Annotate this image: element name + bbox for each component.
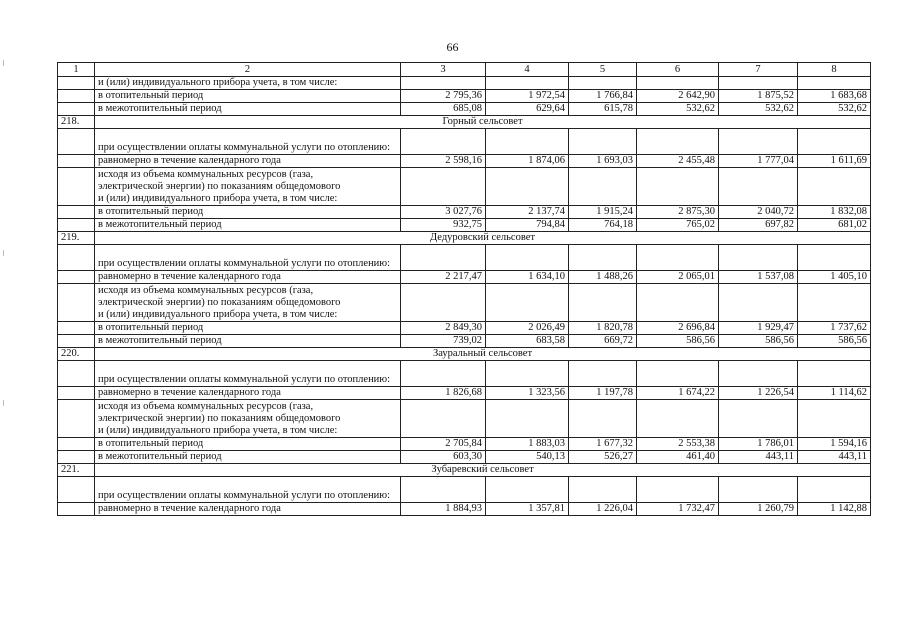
value-cell (637, 129, 719, 155)
value-cell (569, 77, 637, 90)
value-cell (719, 361, 798, 387)
value-cell (401, 245, 486, 271)
value-cell (719, 129, 798, 155)
payment-method-row (58, 245, 871, 271)
value-cell: 1 832,08 (798, 206, 871, 219)
evenly-year-row (58, 387, 871, 400)
evenly-year-row (58, 155, 871, 168)
value-cell: 739,02 (401, 335, 486, 348)
row-label: в отопительный период (95, 206, 401, 219)
value-cell: 526,27 (569, 451, 637, 464)
value-cell: 2 217,47 (401, 271, 486, 284)
continuation-row (58, 77, 871, 90)
value-cell: 1 875,52 (719, 90, 798, 103)
value-cell (798, 77, 871, 90)
row-label-line: исходя из объема коммунальных ресурсов (газа, (98, 401, 314, 412)
value-cell: 1 915,24 (569, 206, 637, 219)
evenly-year-row (58, 503, 871, 516)
value-cell: 2 026,49 (486, 322, 569, 335)
row-label: в межотопительный период (95, 219, 401, 232)
value-cell: 1 357,81 (486, 503, 569, 516)
value-cell: 443,11 (798, 451, 871, 464)
value-cell (637, 168, 719, 206)
non-heating-period-row (58, 451, 871, 464)
value-cell: 586,56 (637, 335, 719, 348)
value-cell: 1 874,06 (486, 155, 569, 168)
value-cell: 603,30 (401, 451, 486, 464)
value-cell: 2 455,48 (637, 155, 719, 168)
value-cell: 1 594,16 (798, 438, 871, 451)
row-label-line: электрической энергии) по показаниям общедомового (98, 181, 341, 192)
value-cell: 2 696,84 (637, 322, 719, 335)
row-label: при осуществлении оплаты коммунальной услуги по отоплению: (95, 129, 401, 155)
value-cell: 2 040,72 (719, 206, 798, 219)
value-cell: 2 065,01 (637, 271, 719, 284)
payment-method-row (58, 477, 871, 503)
value-cell: 1 884,93 (401, 503, 486, 516)
value-cell (637, 284, 719, 322)
value-cell (401, 129, 486, 155)
row-label: равномерно в течение календарного года (95, 387, 401, 400)
section-name: Дедуровский сельсовет (95, 232, 871, 245)
value-cell: 461,40 (637, 451, 719, 464)
value-cell (569, 477, 637, 503)
value-cell: 532,62 (637, 103, 719, 116)
row-number-cell (58, 477, 95, 503)
heating-period-row (58, 438, 871, 451)
section-number: 219. (58, 232, 95, 245)
value-cell (486, 477, 569, 503)
column-header: 7 (719, 63, 798, 77)
value-cell: 1 537,08 (719, 271, 798, 284)
column-header: 8 (798, 63, 871, 77)
row-label-line: исходя из объема коммунальных ресурсов (газа, (98, 285, 314, 296)
value-cell (486, 245, 569, 271)
row-label-line: исходя из объема коммунальных ресурсов (газа, (98, 169, 314, 180)
value-cell: 3 027,76 (401, 206, 486, 219)
value-cell: 681,02 (798, 219, 871, 232)
value-cell: 669,72 (569, 335, 637, 348)
section-name: Горный сельсовет (95, 116, 871, 129)
row-number-cell (58, 387, 95, 400)
row-number-cell (58, 103, 95, 116)
value-cell: 1 677,32 (569, 438, 637, 451)
column-header: 1 (58, 63, 95, 77)
value-cell: 443,11 (719, 451, 798, 464)
continuation-row (58, 90, 871, 103)
row-number-cell (58, 206, 95, 219)
row-label: равномерно в течение календарного года (95, 503, 401, 516)
value-cell: 1 197,78 (569, 387, 637, 400)
value-cell (569, 129, 637, 155)
value-cell (569, 400, 637, 438)
value-cell (719, 168, 798, 206)
value-cell: 794,84 (486, 219, 569, 232)
value-cell (569, 168, 637, 206)
continuation-row (58, 103, 871, 116)
row-label: в отопительный период (95, 90, 401, 103)
value-cell (401, 77, 486, 90)
row-label-line: электрической энергии) по показаниям общедомового (98, 297, 341, 308)
value-cell: 586,56 (798, 335, 871, 348)
value-cell: 1 488,26 (569, 271, 637, 284)
non-heating-period-row (58, 335, 871, 348)
row-label: при осуществлении оплаты коммунальной услуги по отоплению: (95, 477, 401, 503)
value-cell: 2 598,16 (401, 155, 486, 168)
value-cell: 2 642,90 (637, 90, 719, 103)
heating-period-row (58, 322, 871, 335)
tariff-table (57, 62, 871, 516)
section-header-row (58, 464, 871, 477)
value-cell: 697,82 (719, 219, 798, 232)
row-label: и (или) индивидуального прибора учета, в том числе: (95, 77, 401, 90)
non-heating-period-row (58, 219, 871, 232)
column-number-header-row (58, 63, 871, 77)
page-number: 66 (446, 40, 459, 54)
value-cell: 1 732,47 (637, 503, 719, 516)
row-number-cell (58, 155, 95, 168)
section-name: Зубаревский сельсовет (95, 464, 871, 477)
section-name: Зауральный сельсовет (95, 348, 871, 361)
value-cell: 2 795,36 (401, 90, 486, 103)
value-cell (637, 77, 719, 90)
value-cell: 1 611,69 (798, 155, 871, 168)
value-cell: 2 553,38 (637, 438, 719, 451)
value-cell (798, 477, 871, 503)
heating-period-row (58, 206, 871, 219)
row-number-cell (58, 322, 95, 335)
value-cell (719, 400, 798, 438)
value-cell (719, 77, 798, 90)
row-number-cell (58, 245, 95, 271)
row-number-cell (58, 284, 95, 322)
value-cell: 764,18 (569, 219, 637, 232)
section-header-row (58, 116, 871, 129)
row-label (95, 400, 401, 438)
value-cell (798, 245, 871, 271)
section-number: 218. (58, 116, 95, 129)
value-cell (637, 245, 719, 271)
value-cell (798, 400, 871, 438)
row-label: в отопительный период (95, 322, 401, 335)
value-cell: 586,56 (719, 335, 798, 348)
tariff-table-body (58, 63, 871, 516)
value-cell: 1 929,47 (719, 322, 798, 335)
row-label: равномерно в течение календарного года (95, 271, 401, 284)
section-number: 220. (58, 348, 95, 361)
value-cell (401, 361, 486, 387)
value-cell: 2 137,74 (486, 206, 569, 219)
meter-basis-row (58, 400, 871, 438)
value-cell (719, 284, 798, 322)
value-cell (486, 129, 569, 155)
row-label: в межотопительный период (95, 103, 401, 116)
row-label-line: и (или) индивидуального прибора учета, в том числе: (98, 193, 338, 204)
row-number-cell (58, 168, 95, 206)
row-number-cell (58, 361, 95, 387)
value-cell: 1 674,22 (637, 387, 719, 400)
value-cell (486, 168, 569, 206)
row-number-cell (58, 335, 95, 348)
value-cell (569, 361, 637, 387)
value-cell (401, 400, 486, 438)
row-label: в межотопительный период (95, 451, 401, 464)
row-number-cell (58, 77, 95, 90)
row-label (95, 168, 401, 206)
row-number-cell (58, 438, 95, 451)
value-cell (569, 284, 637, 322)
row-number-cell (58, 271, 95, 284)
value-cell: 629,64 (486, 103, 569, 116)
value-cell: 932,75 (401, 219, 486, 232)
row-number-cell (58, 451, 95, 464)
value-cell: 1 693,03 (569, 155, 637, 168)
value-cell (719, 477, 798, 503)
value-cell (798, 129, 871, 155)
value-cell (637, 361, 719, 387)
value-cell: 1 883,03 (486, 438, 569, 451)
row-label: при осуществлении оплаты коммунальной услуги по отоплению: (95, 361, 401, 387)
row-label-line: и (или) индивидуального прибора учета, в том числе: (98, 425, 338, 436)
row-label: при осуществлении оплаты коммунальной услуги по отоплению: (95, 245, 401, 271)
value-cell: 683,58 (486, 335, 569, 348)
value-cell: 1 786,01 (719, 438, 798, 451)
scan-margin-mark (3, 400, 4, 406)
value-cell: 1 260,79 (719, 503, 798, 516)
section-header-row (58, 348, 871, 361)
evenly-year-row (58, 271, 871, 284)
value-cell (401, 477, 486, 503)
value-cell (486, 77, 569, 90)
value-cell: 1 405,10 (798, 271, 871, 284)
meter-basis-row (58, 168, 871, 206)
value-cell: 1 323,56 (486, 387, 569, 400)
row-label-line: и (или) индивидуального прибора учета, в том числе: (98, 309, 338, 320)
value-cell: 1 826,68 (401, 387, 486, 400)
value-cell (637, 400, 719, 438)
value-cell (569, 245, 637, 271)
value-cell (637, 477, 719, 503)
value-cell (798, 168, 871, 206)
value-cell: 1 766,84 (569, 90, 637, 103)
payment-method-row (58, 129, 871, 155)
value-cell: 532,62 (798, 103, 871, 116)
value-cell: 1 683,68 (798, 90, 871, 103)
value-cell (486, 284, 569, 322)
row-label: в отопительный период (95, 438, 401, 451)
value-cell: 540,13 (486, 451, 569, 464)
scan-margin-mark (3, 250, 4, 256)
value-cell (719, 245, 798, 271)
value-cell: 1 114,62 (798, 387, 871, 400)
row-number-cell (58, 90, 95, 103)
value-cell: 1 634,10 (486, 271, 569, 284)
payment-method-row (58, 361, 871, 387)
row-number-cell (58, 129, 95, 155)
value-cell: 532,62 (719, 103, 798, 116)
row-number-cell (58, 400, 95, 438)
value-cell: 2 849,30 (401, 322, 486, 335)
value-cell (401, 168, 486, 206)
value-cell: 1 142,88 (798, 503, 871, 516)
value-cell (486, 400, 569, 438)
row-label-line: электрической энергии) по показаниям общедомового (98, 413, 341, 424)
row-number-cell (58, 503, 95, 516)
value-cell: 2 875,30 (637, 206, 719, 219)
value-cell: 1 820,78 (569, 322, 637, 335)
value-cell: 1 737,62 (798, 322, 871, 335)
scan-margin-mark (3, 60, 4, 66)
value-cell: 1 972,54 (486, 90, 569, 103)
row-label (95, 284, 401, 322)
value-cell (798, 361, 871, 387)
column-header: 6 (637, 63, 719, 77)
row-label: равномерно в течение календарного года (95, 155, 401, 168)
column-header: 5 (569, 63, 637, 77)
value-cell: 685,08 (401, 103, 486, 116)
value-cell: 1 226,54 (719, 387, 798, 400)
value-cell (401, 284, 486, 322)
value-cell: 1 777,04 (719, 155, 798, 168)
column-header: 3 (401, 63, 486, 77)
row-label: в межотопительный период (95, 335, 401, 348)
value-cell: 1 226,04 (569, 503, 637, 516)
section-number: 221. (58, 464, 95, 477)
section-header-row (58, 232, 871, 245)
value-cell (798, 284, 871, 322)
row-number-cell (58, 219, 95, 232)
value-cell: 615,78 (569, 103, 637, 116)
value-cell: 2 705,84 (401, 438, 486, 451)
column-header: 2 (95, 63, 401, 77)
column-header: 4 (486, 63, 569, 77)
value-cell (486, 361, 569, 387)
meter-basis-row (58, 284, 871, 322)
value-cell: 765,02 (637, 219, 719, 232)
